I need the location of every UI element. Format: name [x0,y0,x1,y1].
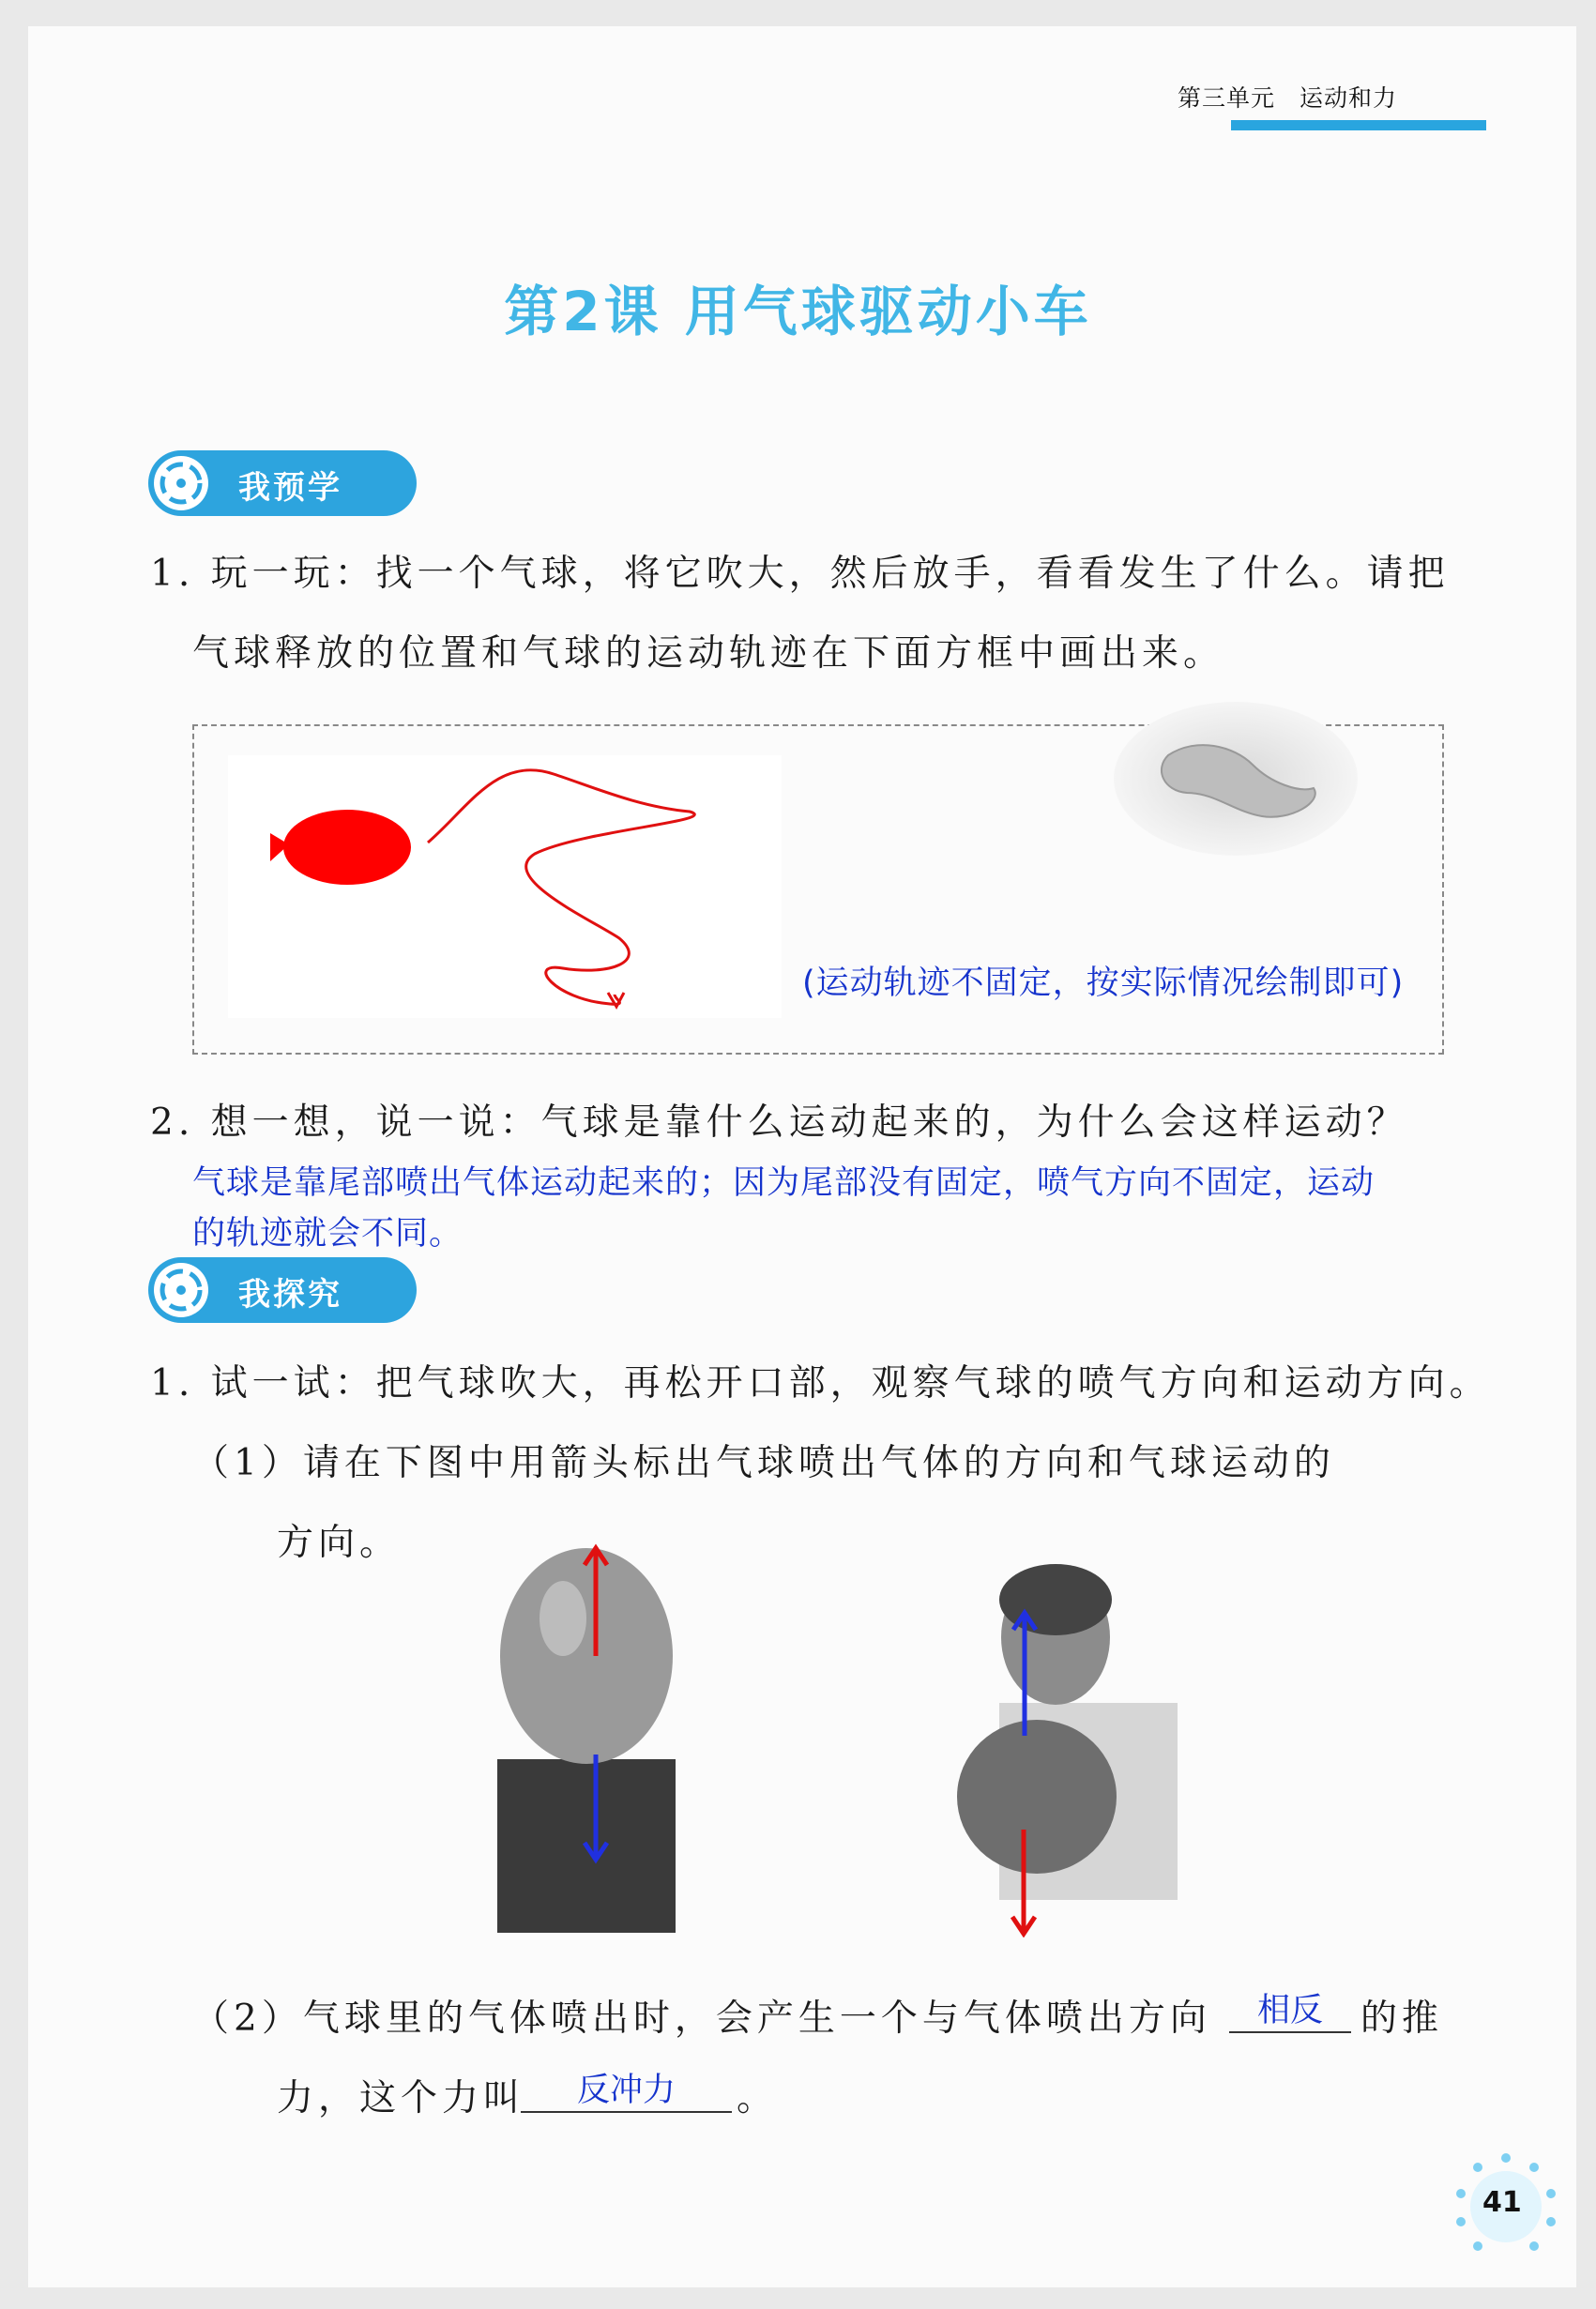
swirl-icon [154,1263,208,1317]
girl-balloon-photo [493,1529,680,1933]
answer-blank-2[interactable]: 反冲力 [521,2064,732,2113]
lesson-title: 第2课 用气球驱动小车 [504,280,1092,343]
drawing-note: (运动轨迹不固定，按实际情况绘制即可) [802,965,1405,1002]
question-part: 力，这个力叫 [277,2077,525,2119]
question-text: 1. 试一试：把气球吹大，再松开口部，观察气球的喷气方向和运动方向。 [150,1362,1491,1405]
question-text: 1. 玩一玩：找一个气球，将它吹大，然后放手，看看发生了什么。请把 [150,553,1450,595]
swirl-icon [154,456,208,510]
question-text: （1）请在下图中用箭头标出气球喷出气体的方向和气球运动的 [192,1442,1335,1484]
section-label: 我预学 [238,469,342,507]
section-icon [154,456,208,510]
answer-blank-1[interactable]: 相反 [1229,1984,1351,2033]
section-tag-explore [148,1257,417,1323]
trajectory-line [428,770,694,1005]
unit-bar [1231,120,1486,130]
answer-text: 气球是靠尾部喷出气体运动起来的；因为尾部没有固定，喷气方向不固定，运动 [192,1164,1376,1202]
unit-topic: 运动和力 [1300,84,1398,112]
question-part: 的推 [1360,1998,1444,2040]
question-part: 。 [737,2077,779,2119]
question-text: 2. 想一想，说一说：气球是靠什么运动起来的，为什么会这样运动？ [150,1101,1408,1144]
unit-header [1178,80,1421,114]
question-text [192,1989,1211,2042]
deflated-balloon-photo [1112,699,1360,858]
unit-label: 第三单元 [1178,84,1276,112]
section-tag-preview [148,450,417,516]
answer-text: 的轨迹就会不同。 [192,1215,464,1253]
section-label: 我探究 [238,1276,342,1314]
question-text: 方向。 [277,1522,402,1564]
section-icon [154,1263,208,1317]
page-number: 41 [1482,2186,1522,2219]
balloon-drawing [253,751,779,1013]
question-part: （2）气球里的气体喷出时，会产生一个与气体喷出方向 [192,1998,1211,2040]
boy-balloon-photo [943,1562,1196,1937]
red-balloon [283,810,411,885]
question-text: 气球释放的位置和气球的运动轨迹在下面方框中画出来。 [192,632,1225,675]
